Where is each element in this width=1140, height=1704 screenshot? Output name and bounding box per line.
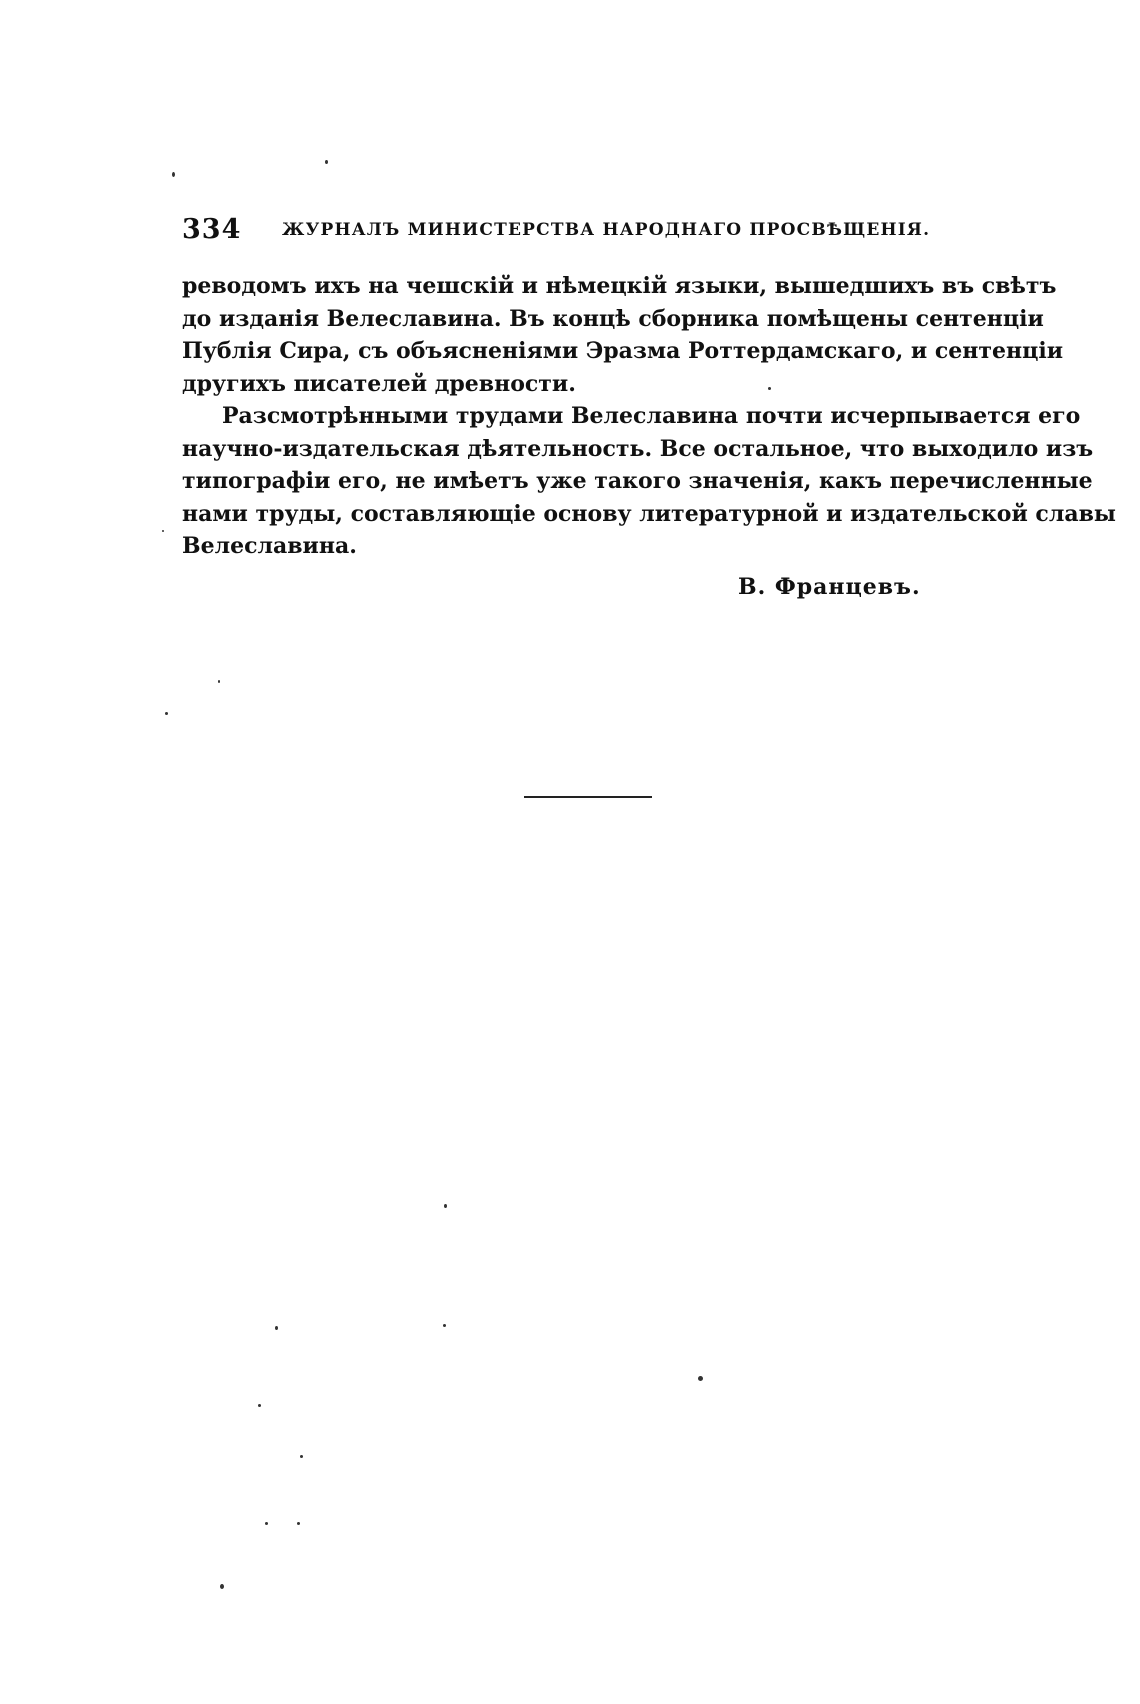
- scan-speck: [300, 1455, 303, 1458]
- scan-speck: [220, 1584, 224, 1589]
- text-line: научно-издательская дѣятельность. Все остальное, что выходило изъ: [182, 435, 1094, 462]
- scan-speck: [172, 172, 175, 177]
- scan-speck: [297, 1522, 300, 1525]
- body-text: [182, 270, 1116, 563]
- section-end-rule: [524, 796, 652, 798]
- scan-speck: [162, 530, 164, 532]
- page-number: 334: [182, 214, 242, 245]
- scan-speck: [275, 1326, 278, 1330]
- text-line: Разсмотрѣнными трудами Велеславина почти исчерпывается его: [222, 403, 1081, 429]
- scan-speck: [165, 712, 168, 715]
- scan-speck: [325, 160, 328, 164]
- text-line: Публія Сира, съ объясненіями Эразма Роттердамскаго, и сентенціи: [182, 338, 1064, 364]
- scan-speck: [444, 1204, 447, 1208]
- scan-speck: [258, 1404, 261, 1407]
- author-signature: В. Францевъ.: [738, 574, 921, 600]
- text-line: типографіи его, не имѣетъ уже такого значенія, какъ перечисленные: [182, 468, 1093, 494]
- scan-speck: [218, 680, 220, 683]
- scan-speck: [768, 387, 771, 390]
- scan-speck: [698, 1376, 703, 1381]
- text-line: нами труды, составляющіе основу литературной и издательской славы: [182, 500, 1116, 527]
- scan-speck: [265, 1522, 268, 1525]
- text-line: другихъ писателей древности.: [182, 370, 576, 397]
- text-line: реводомъ ихъ на чешскій и нѣмецкій языки, вышедшихъ въ свѣтъ: [182, 273, 1057, 299]
- text-line: Велеславина.: [182, 533, 357, 559]
- text-line: до изданія Велеславина. Въ концѣ сборника помѣщены сентенціи: [182, 305, 1044, 332]
- scan-speck: [443, 1324, 446, 1327]
- page-header: [182, 214, 931, 248]
- running-head: ЖУРНАЛЪ МИНИСТЕРСТВА НАРОДНАГО ПРОСВѢЩЕНІЯ.: [282, 220, 931, 240]
